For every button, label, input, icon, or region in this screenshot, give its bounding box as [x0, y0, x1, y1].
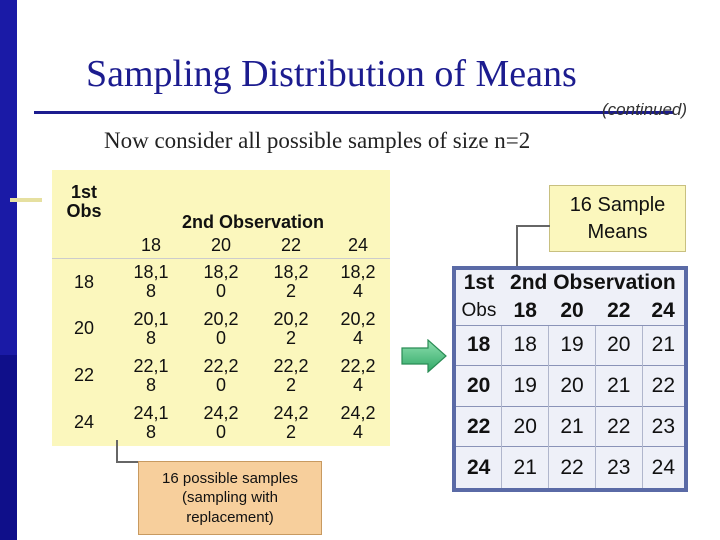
- row-header: 22: [454, 406, 502, 447]
- mean-cell: 19: [549, 325, 596, 366]
- table-row: [454, 406, 686, 447]
- table-row: [454, 325, 686, 366]
- row-header: 18: [73, 271, 95, 292]
- slide-title: Sampling Distribution of Means: [86, 53, 577, 95]
- sample-cell: 20,1 8: [133, 308, 169, 348]
- title-underline: [34, 111, 674, 114]
- sample-cell: 20,2 0: [203, 308, 239, 348]
- continued-label: (continued): [602, 100, 688, 119]
- mean-cell: 21: [642, 325, 686, 366]
- table-row: [52, 258, 390, 305]
- sample-cell: 20,2 2: [273, 308, 309, 348]
- table-row: [454, 366, 686, 407]
- sample-cell: 20,2 4: [340, 308, 376, 348]
- mean-cell: 21: [502, 447, 549, 490]
- sample-means-table: [452, 266, 688, 492]
- mean-cell: 20: [502, 406, 549, 447]
- note-line: (sampling with: [182, 489, 278, 507]
- table-row: [52, 399, 390, 446]
- second-obs-header: 2nd Observation: [510, 271, 676, 295]
- sample-cell: 22,2 0: [203, 355, 239, 395]
- column-header: 20: [560, 298, 584, 322]
- column-header: 24: [651, 298, 675, 322]
- sample-cell: 24,2 0: [203, 402, 239, 442]
- second-obs-header: 2nd Observation: [181, 212, 325, 233]
- note-line: 16 possible samples: [162, 469, 298, 487]
- samples-note: [138, 461, 322, 535]
- mean-cell: 22: [642, 366, 686, 407]
- table-row: [454, 447, 686, 490]
- callout-line: 16 Sample: [569, 193, 666, 216]
- callout-line: Means: [587, 220, 648, 243]
- note-connector-vertical: [116, 440, 118, 462]
- sidebar-bar-lower: [0, 355, 17, 540]
- mean-cell: 23: [642, 406, 686, 447]
- sample-cell: 22,2 2: [273, 355, 309, 395]
- callout-connector-horizontal: [516, 225, 550, 227]
- callout-connector-vertical: [516, 225, 518, 267]
- row-header: 24: [73, 412, 95, 433]
- row-header: 20: [454, 366, 502, 407]
- row-header: 24: [454, 447, 502, 490]
- mean-cell: 23: [595, 447, 642, 490]
- sample-cell: 24,2 2: [273, 402, 309, 442]
- column-header: 22: [607, 298, 631, 322]
- column-header: 18: [140, 235, 162, 256]
- column-header: 20: [210, 235, 232, 256]
- mean-cell: 24: [642, 447, 686, 490]
- sample-cell: 18,2 4: [340, 262, 376, 301]
- table-row: [52, 352, 390, 399]
- mean-cell: 21: [595, 366, 642, 407]
- sample-cell: 18,2 0: [203, 262, 239, 301]
- row-header: 22: [73, 365, 95, 386]
- table-row: [52, 305, 390, 352]
- mean-cell: 22: [549, 447, 596, 490]
- sample-cell: 18,2 2: [273, 262, 309, 301]
- sample-cell: 22,1 8: [133, 355, 169, 395]
- sample-cell: 24,2 4: [340, 402, 376, 442]
- mean-cell: 22: [595, 406, 642, 447]
- sample-means-callout: [549, 185, 686, 252]
- first-obs-header-bottom: Obs: [461, 299, 497, 321]
- mean-cell: 18: [502, 325, 549, 366]
- column-header: 22: [280, 235, 302, 256]
- slide-subtitle: Now consider all possible samples of size n=2: [104, 128, 531, 153]
- note-line: replacement): [186, 508, 274, 526]
- first-obs-header-top: 1st: [463, 271, 495, 295]
- sample-cell: 22,2 4: [340, 355, 376, 395]
- mean-cell: 20: [595, 325, 642, 366]
- mean-cell: 19: [502, 366, 549, 407]
- first-obs-header: 1st Obs: [66, 182, 102, 221]
- row-header: 20: [73, 318, 95, 339]
- mean-cell: 20: [549, 366, 596, 407]
- column-header: 24: [347, 235, 369, 256]
- samples-table: [52, 170, 390, 446]
- right-arrow-icon: [401, 339, 447, 373]
- row-header: 18: [454, 325, 502, 366]
- sample-cell: 24,1 8: [133, 402, 169, 442]
- mean-cell: 21: [549, 406, 596, 447]
- sample-cell: 18,1 8: [133, 262, 169, 301]
- column-header: 18: [513, 298, 537, 322]
- left-bracket-mark: [10, 198, 42, 202]
